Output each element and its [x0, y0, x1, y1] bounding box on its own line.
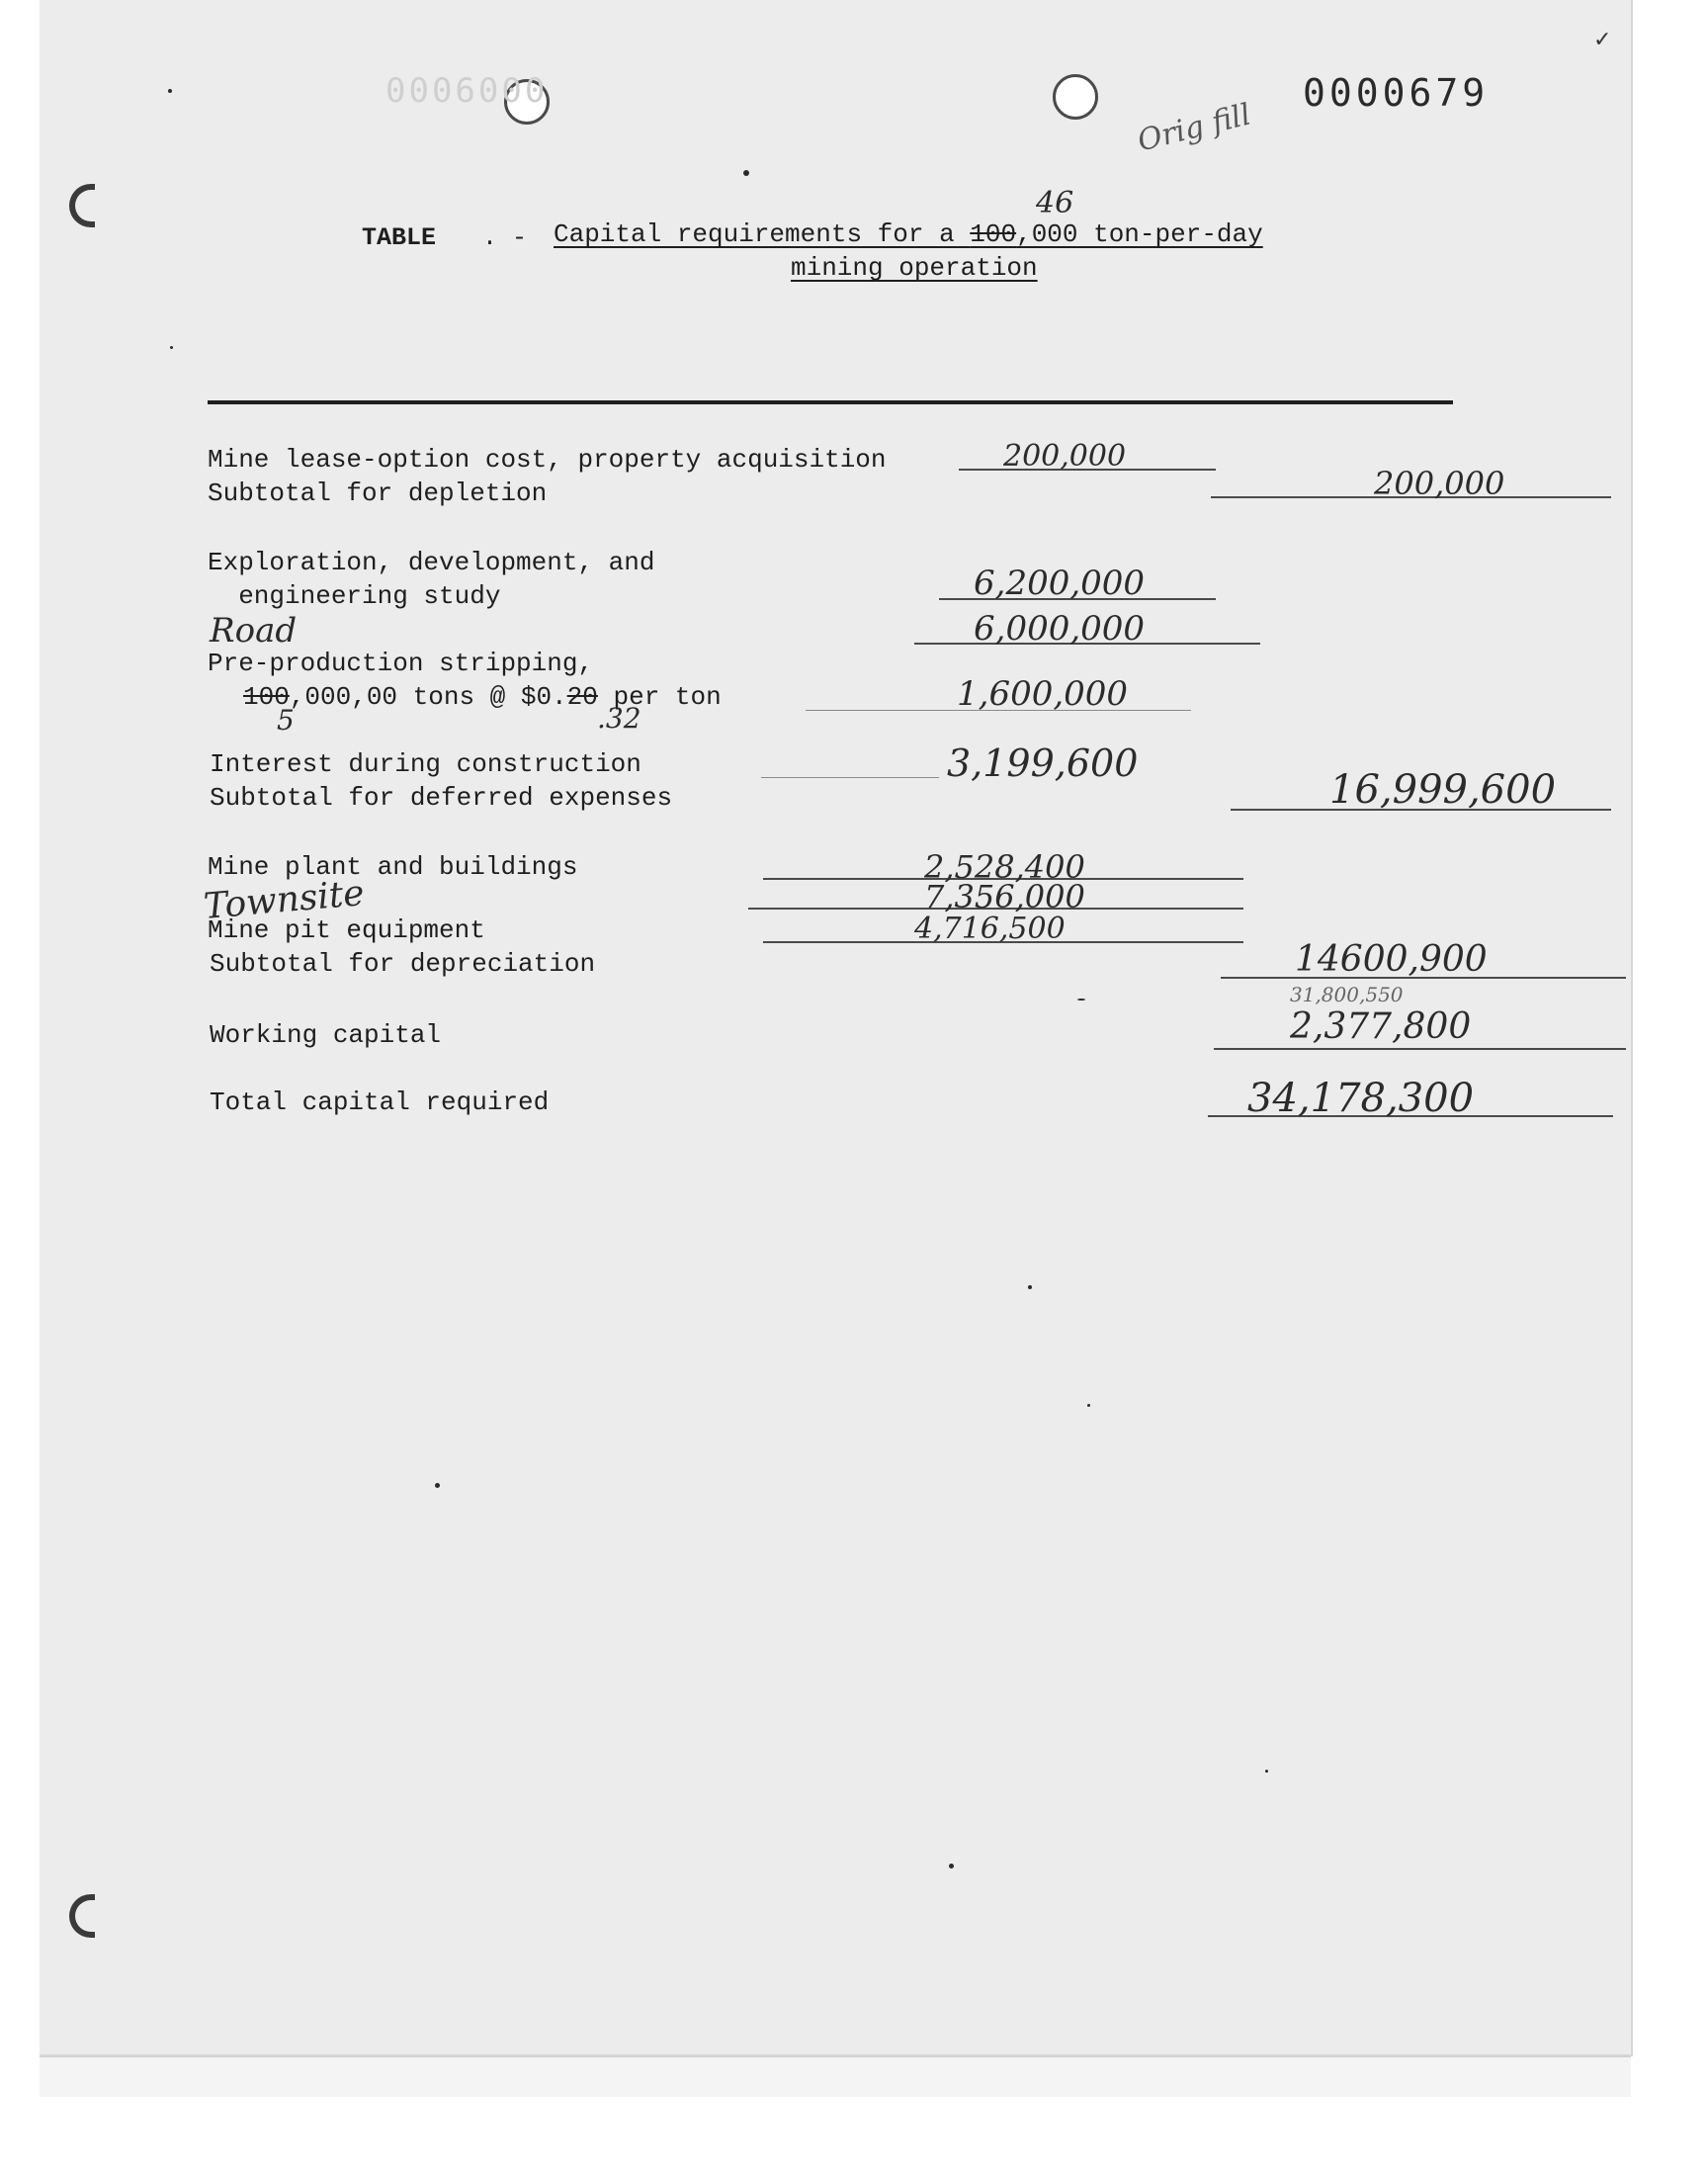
amount-lease: 200,000 [1003, 439, 1127, 474]
scan-speck [1028, 1285, 1032, 1289]
ghost-stamp: 0006000 [385, 71, 549, 111]
quantity-correction: 5 [277, 704, 295, 737]
leader-line [761, 777, 939, 778]
row-label-working-capital: Working capital [210, 1020, 442, 1050]
scan-speck [1265, 1770, 1268, 1773]
subtotal-depletion: 200,000 [1374, 465, 1505, 502]
struck-rate: 20 [566, 682, 598, 712]
scan-speck [168, 89, 172, 93]
row-label-plant: Mine plant and buildings [208, 852, 578, 882]
scan-speck [1077, 999, 1085, 1000]
page-bottom-edge [40, 2056, 1631, 2097]
amount-stripping: 1,600,000 [957, 674, 1129, 714]
subtotal-deferred: 16,999,600 [1329, 767, 1557, 813]
amount-townsite: 7,356,000 [924, 878, 1085, 915]
scan-speck [1087, 1404, 1090, 1407]
struck-quantity: 100 [243, 682, 290, 712]
amount-pit: 4,716,500 [914, 912, 1066, 946]
scan-speck [743, 170, 749, 176]
amount-exploration: 6,200,000 [974, 564, 1146, 603]
scan-speck [435, 1483, 440, 1488]
handwritten-label-road: Road [210, 611, 298, 651]
rate-correction: .32 [597, 702, 641, 735]
amount-interest: 3,199,600 [947, 741, 1139, 785]
total-capital: 34,178,300 [1247, 1076, 1475, 1121]
scan-speck [949, 1864, 954, 1869]
handwritten-note: Orig fill [1134, 97, 1254, 159]
subtotal-depreciation: 14600,900 [1295, 939, 1488, 980]
table-header-rule [208, 400, 1453, 404]
row-label-total: Total capital required [210, 1088, 550, 1117]
binder-clip-mark [69, 184, 95, 227]
row-label-stripping: Pre-production stripping, [208, 649, 594, 678]
pencil-note: 31,800,550 [1290, 983, 1404, 1006]
binder-clip-mark [69, 1894, 95, 1938]
subtotal-working-capital: 2,377,800 [1290, 1006, 1472, 1047]
punch-hole [1053, 74, 1098, 120]
document-number: 0000679 [1303, 71, 1490, 115]
check-mark: ✓ [1593, 28, 1612, 52]
subtotal-line [1214, 1048, 1626, 1050]
row-label-subtotal-depreciation: Subtotal for depreciation [210, 949, 596, 979]
row-label-subtotal-depletion: Subtotal for depletion [208, 478, 548, 508]
handwritten-label-townsite: Townsite [202, 872, 367, 928]
table-title: Capital requirements for a 100,000 ton-per-day [554, 219, 1263, 249]
scan-speck [170, 346, 173, 349]
row-label-exploration: Exploration, development, and [208, 548, 655, 577]
row-label-pit: Mine pit equipment [208, 915, 485, 945]
amount-road: 6,000,000 [974, 609, 1146, 649]
row-label-lease: Mine lease-option cost, property acquisition [208, 445, 887, 475]
amount-plant: 2,528,400 [924, 848, 1085, 886]
row-label-stripping-2: 100,000,00 tons @ $0.20 per ton [243, 682, 722, 712]
row-label-exploration-2: engineering study [208, 581, 501, 611]
tonnage-correction: 46 [1036, 186, 1074, 220]
table-number-dots: . - [482, 223, 528, 252]
row-label-subtotal-deferred: Subtotal for deferred expenses [210, 783, 673, 813]
table-title-line-2: mining operation [791, 253, 1038, 283]
table-label: TABLE [362, 223, 437, 252]
struck-tonnage: 100 [970, 219, 1017, 249]
row-label-interest: Interest during construction [210, 749, 641, 779]
